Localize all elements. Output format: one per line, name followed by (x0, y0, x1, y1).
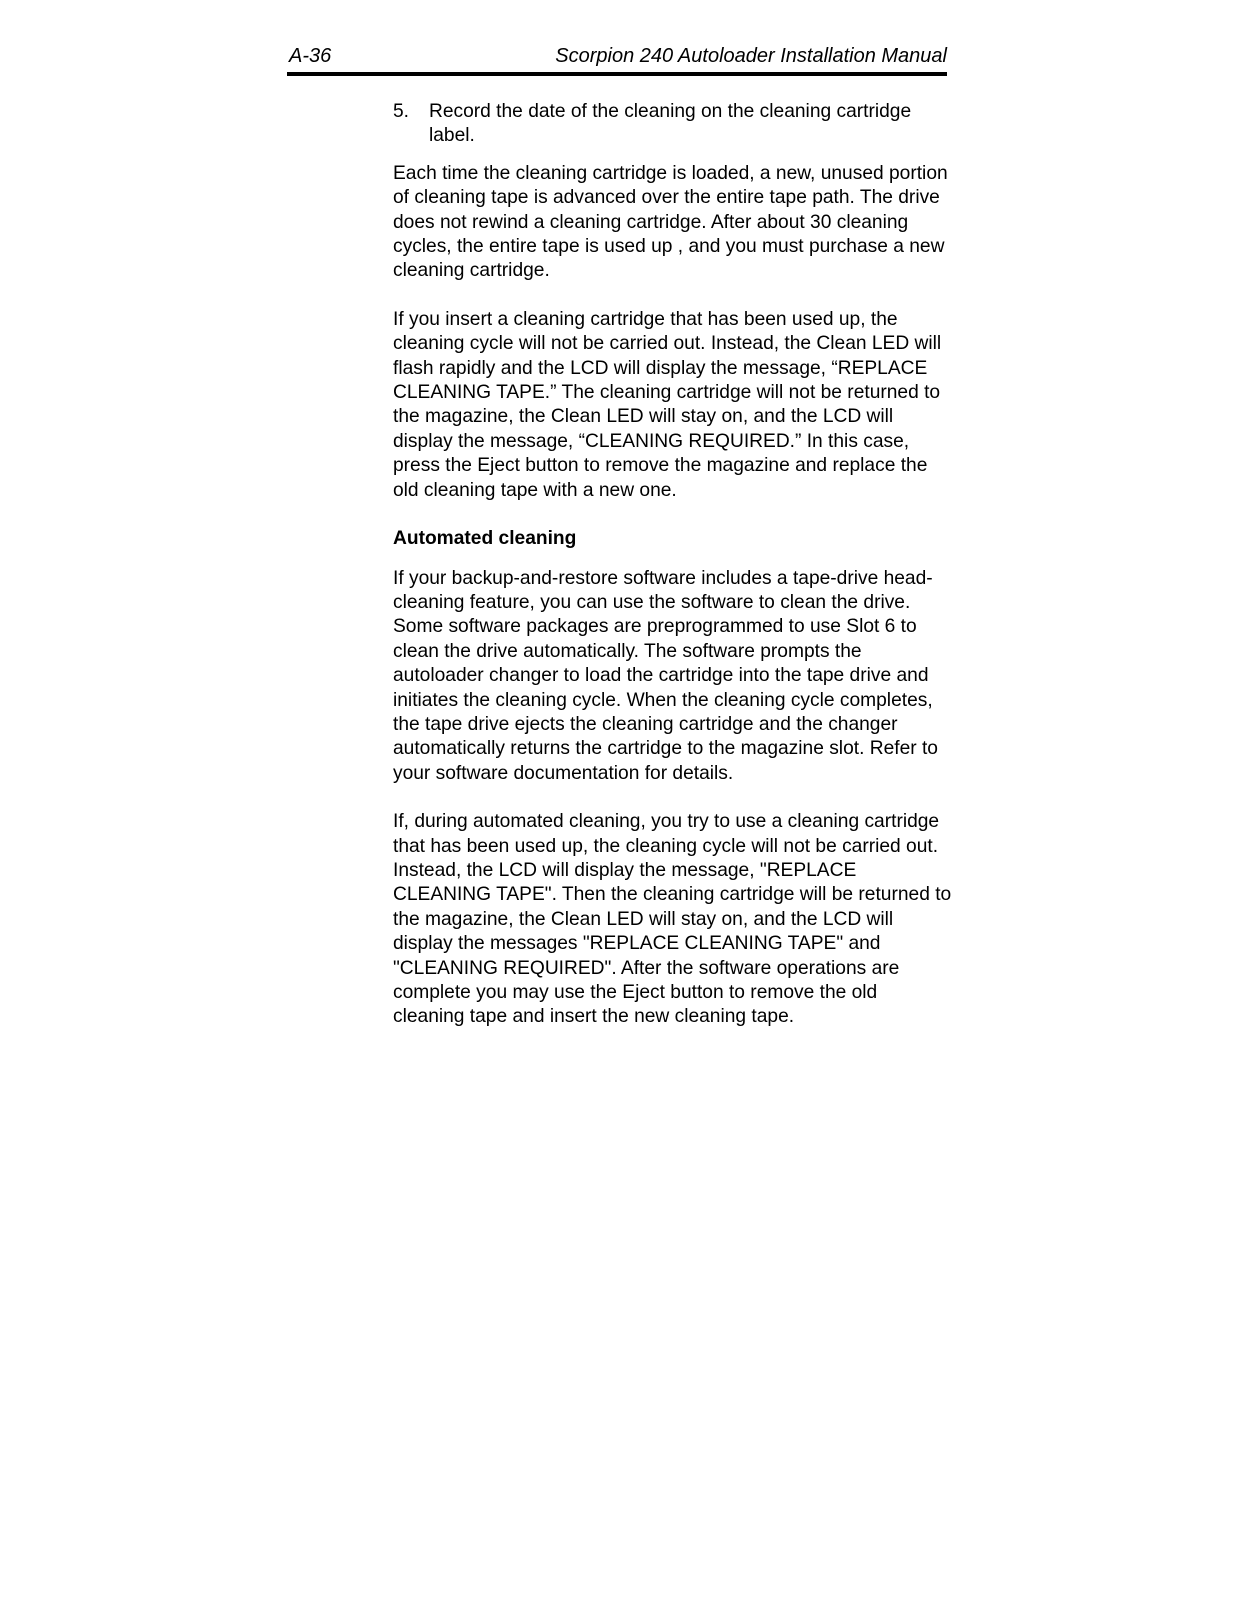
step-number: 5. (393, 101, 410, 122)
page-number: A-36 (289, 45, 332, 67)
paragraph-used-up-cartridge: If you insert a cleaning cartridge that has been used up, the cleaning cycle will not be carried out. Instead, the Clean LED will flash rapidly and the LCD will display the message, “REPLACE CLEANING TAPE.” The cleaning cartridge will not be returned to the magazine, the Clean LED will stay on, and the LCD will display the message, “CLEANING REQUIRED.” In this case, press the Eject button to remove the magazine and replace the old cleaning tape with a new one. (393, 308, 942, 501)
section-heading-automated-cleaning: Automated cleaning (393, 528, 577, 550)
page-header (287, 42, 947, 76)
page-content (393, 100, 953, 1054)
step-text: Record the date of the cleaning on the cleaning cartridge label. (429, 101, 912, 147)
paragraph-automated-used-up-cartridge: If, during automated cleaning, you try to use a cleaning cartridge that has been used up, the cleaning cycle will not be carried out. Instead, the LCD will display the message, "REPLACE CLEANING TAPE". Then the cleaning cartridge will be returned to the magazine, the Clean LED will stay on, and the LCD will display the messages "REPLACE CLEANING TAPE" and "CLEANING REQUIRED". After the software operations are complete you may use the Eject button to remove the old cleaning tape and insert the new cleaning tape. (393, 811, 952, 1028)
paragraph-cleaning-cartridge-usage: Each time the cleaning cartridge is loaded, a new, unused portion of cleaning tape is advanced over the entire tape path. The drive does not rewind a cleaning cartridge. After about 30 cleaning cycles, the entire tape is used up , and you must purchase a new cleaning cartridge. (393, 162, 948, 282)
manual-title: Scorpion 240 Autoloader Installation Manual (555, 45, 947, 67)
paragraph-automated-cleaning: If your backup-and-restore software includes a tape-drive head-cleaning feature, you can use the software to clean the drive. Some software packages are preprogrammed to use Slot 6 to clean the drive automatically. The software prompts the autoloader changer to load the cartridge into the tape drive and initiates the cleaning cycle. When the cleaning cycle completes, the tape drive ejects the cleaning cartridge and the changer automatically returns the cartridge to the magazine slot. Refer to your software documentation for details. (393, 567, 938, 784)
numbered-step (393, 100, 953, 149)
